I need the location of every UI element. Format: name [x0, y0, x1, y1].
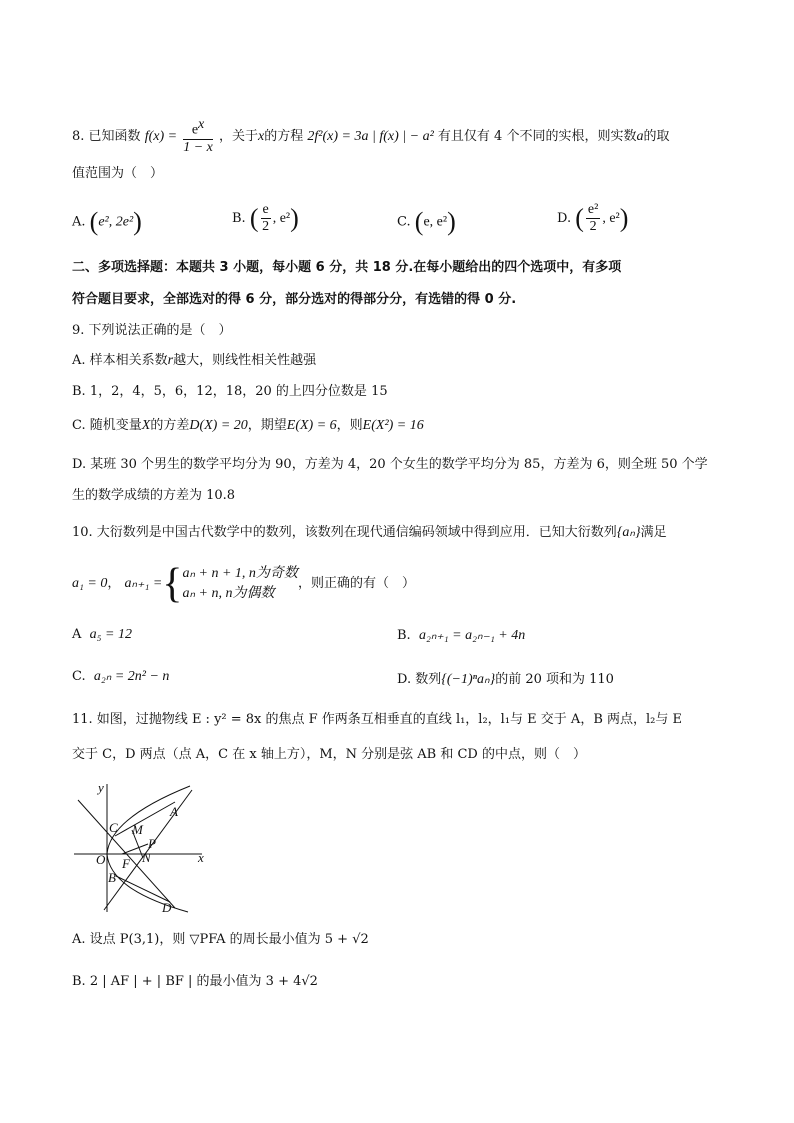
option-rest: , e²	[602, 211, 620, 226]
frac-den: 2	[262, 219, 270, 234]
q9-a-r: r	[167, 353, 174, 368]
q8-option-a: A. (e², 2e²)	[72, 207, 142, 236]
frac-num: e	[262, 202, 269, 217]
q10-option-b	[397, 627, 525, 644]
q10-tail: ，则正确的有（ ）	[297, 576, 415, 591]
option-content: a₅ = 12	[89, 627, 132, 642]
q9-c-pre: C. 随机变量	[72, 418, 142, 433]
q8-line1	[72, 117, 669, 157]
q9-c-x: X	[141, 418, 151, 433]
q9-c-mid1: 的方差	[150, 418, 190, 433]
q9-option-c	[72, 416, 424, 436]
q8-frac-den: 1 − x	[183, 139, 213, 155]
q9-option-d-line2: 生的数学成绩的方差为 10.8	[72, 488, 236, 503]
q10-d-tail: 的前 20 项和为 110	[495, 672, 614, 687]
option-label: B.	[397, 628, 411, 643]
q8-equation: 2f²(x) = 3a | f(x) | − a²	[307, 129, 434, 144]
q8-text4: 有且仅有 4 个不同的实根，则实数	[437, 129, 637, 144]
frac-den: 2	[589, 219, 597, 234]
q9-a-pre: A. 样本相关系数	[72, 353, 168, 368]
q10-a1: a₁ = 0	[72, 576, 108, 591]
option-label: C.	[397, 214, 411, 230]
q10-option-c	[72, 668, 169, 685]
q9-c-mid2: ，期望	[247, 418, 287, 433]
option-label: A.	[72, 214, 86, 230]
q9-c-d: D(X) = 20	[189, 418, 248, 433]
q10-lhs: aₙ₊₁ =	[124, 576, 163, 591]
q8-option-d: D. ( $\frac{\text{e²}}{2}$ , e²)	[557, 202, 629, 234]
fig-label-c: C	[109, 820, 118, 835]
q9-option-d-line1: D. 某班 30 个男生的数学平均分为 90，方差为 4，20 个女生的数学平均分为 85，方差为 6，则全班 50 个学	[72, 457, 708, 472]
q10-brace: {	[162, 560, 183, 607]
q9-option-b: B. 1，2，4，5，6，12，18，20 的上四分位数是 15	[72, 384, 388, 399]
q8-line2: 值范围为（ ）	[72, 166, 164, 181]
option-content: e², 2e²	[98, 214, 134, 230]
q11-line2: 交于 C，D 两点（点 A，C 在 x 轴上方），M，N 分别是弦 AB 和 CD 的中点，则（ ）	[72, 747, 586, 762]
q11-line1: 11. 如图，过抛物线 E : y² = 8x 的焦点 F 作两条互相垂直的直线 l₁，l₂，l₁与 E 交于 A，B 两点，l₂与 E	[72, 712, 682, 727]
q10-stem-end: 满足	[640, 525, 667, 540]
fig-label-d: D	[162, 900, 172, 915]
q9-option-a	[72, 351, 316, 371]
q9-c-mid3: ，则	[336, 418, 363, 433]
q10-comma: ，	[107, 576, 121, 591]
q10-option-a	[72, 627, 132, 643]
option-label: A	[72, 627, 82, 642]
q9-c-e2: E(X²) = 16	[362, 418, 424, 433]
fig-label-o: O	[96, 852, 106, 867]
q9-c-e: E(X) = 6	[286, 418, 337, 433]
chord-bd	[116, 876, 170, 902]
q10-case2: aₙ + n, n为偶数	[182, 585, 275, 601]
option-rest: , e²	[272, 211, 291, 226]
q9-a-post: 越大，则线性相关性越强	[173, 353, 317, 368]
q8-text3: 的方程	[264, 129, 304, 144]
q8-text1: 已知函数	[88, 129, 141, 144]
q9-stem: 9. 下列说法正确的是（ ）	[72, 323, 232, 338]
q8-fraction	[183, 117, 213, 156]
q8-fx: f(x) =	[144, 129, 178, 144]
parabola-figure	[70, 778, 210, 916]
q8-option-b: B. ( $\frac{e}{2}$ , e²)	[232, 202, 299, 234]
option-label: D. 数列	[397, 672, 442, 687]
q8-a: a	[636, 129, 644, 144]
q8-frac-num: e	[191, 122, 199, 138]
q10-stem	[72, 523, 667, 543]
option-label: B.	[232, 211, 246, 226]
q8-text5: 的取	[643, 129, 670, 144]
q8-number: 8.	[72, 129, 85, 144]
fig-label-f: F	[122, 856, 130, 871]
q10-option-d	[397, 668, 614, 688]
option-content: a₂ₙ = 2n² − n	[93, 669, 170, 684]
option-content: e, e²	[423, 214, 448, 230]
q8-frac-num-sup: x	[198, 117, 205, 133]
option-content: a₂ₙ₊₁ = a₂ₙ₋₁ + 4n	[418, 628, 526, 643]
fig-label-a: A	[170, 804, 178, 819]
q8-text2: ，关于	[219, 129, 259, 144]
fig-label-p: P	[148, 836, 156, 851]
option-label: D.	[557, 211, 572, 226]
q10-definition	[72, 560, 415, 608]
q11-option-a: A. 设点 P(3,1)，则 ▽PFA 的周长最小值为 5 + √2	[72, 932, 369, 947]
chord-ca	[115, 802, 175, 836]
fig-label-n: N	[142, 850, 151, 865]
q11-option-b: B. 2 | AF | + | BF | 的最小值为 3 + 4√2	[72, 974, 318, 989]
section2-line1: 二、多项选择题：本题共 3 小题，每小题 6 分，共 18 分.在每小题给出的四个选项中，有多项	[72, 260, 622, 275]
q10-cases	[182, 564, 297, 604]
option-label: C.	[72, 669, 86, 684]
fig-label-y: y	[98, 780, 104, 795]
frac-num: e²	[587, 202, 599, 217]
fig-label-x: x	[198, 850, 204, 865]
q10-seq: {aₙ}	[616, 525, 641, 540]
fig-label-b: B	[108, 870, 116, 885]
q8-option-c: C. (e, e²)	[397, 207, 456, 236]
q10-d-seq: {(−1)ⁿaₙ}	[441, 672, 496, 687]
section2-line2: 符合题目要求，全部选对的得 6 分，部分选对的得部分分，有选错的得 0 分.	[72, 292, 517, 307]
q10-case1: aₙ + n + 1, n为奇数	[182, 565, 298, 581]
q8-x: x	[258, 129, 265, 144]
fig-label-m: M	[132, 822, 143, 837]
q10-stem-text: 10. 大衍数列是中国古代数学中的数列，该数列在现代通信编码领域中得到应用．已知大衍数列	[72, 525, 617, 540]
